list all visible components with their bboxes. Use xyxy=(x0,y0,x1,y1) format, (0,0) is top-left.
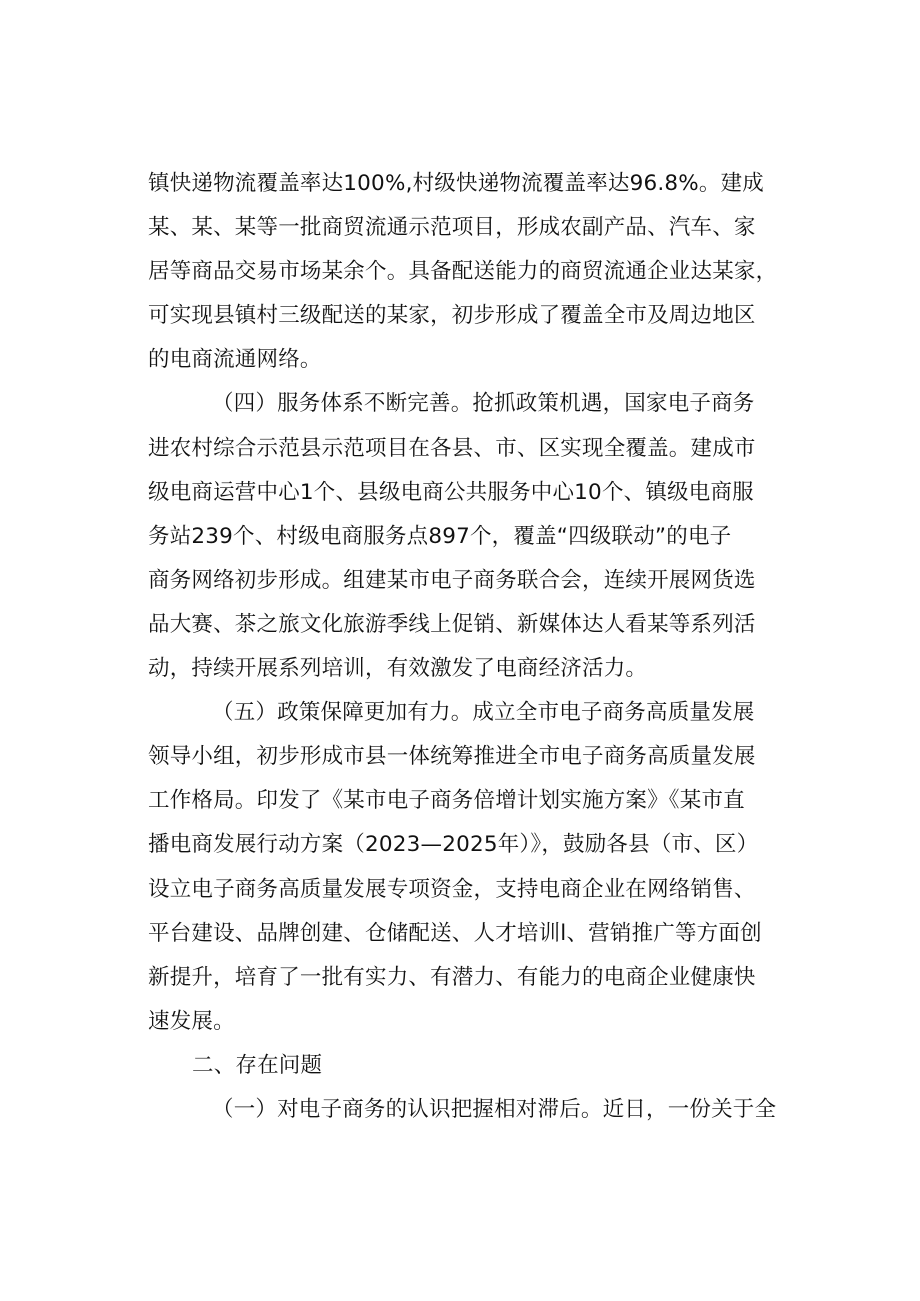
problem-1-paragraph-start: （一）对电子商务的认识把握相对滞后。近日，一份关于全 xyxy=(212,1096,777,1122)
section-5-paragraph-start: （五）政策保障更加有力。成立全市电子商务高质量发展 xyxy=(212,700,755,726)
text-line: 某、某、某等一批商贸流通示范项目，形成农副产品、汽车、家 xyxy=(148,215,756,241)
text-line: 平台建设、品牌创建、仓储配送、人才培训l、营销推广等方面创 xyxy=(148,920,762,946)
text-line: 领导小组，初步形成市县一体统筹推进全市电子商务高质量发展 xyxy=(148,744,756,770)
text-line: 新提升，培育了一批有实力、有潜力、有能力的电商企业健康快 xyxy=(148,964,756,990)
text-line: 镇快递物流覆盖率达100%,村级快递物流覆盖率达96.8%。建成 xyxy=(148,171,765,196)
text-line: 级电商运营中心1个、县级电商公共服务中心10个、镇级电商服 xyxy=(148,479,754,505)
text-line: 务站239个、村级电商服务点897个，覆盖“四级联动”的电子 xyxy=(148,523,732,549)
text-line: 工作格局。印发了《某市电子商务倍增计划实施方案》《某市直 xyxy=(148,788,745,814)
text-line: 速发展。 xyxy=(148,1008,235,1034)
section-4-paragraph-start: （四）服务体系不断完善。抢抓政策机遇，国家电子商务 xyxy=(212,391,755,417)
section-heading-problems: 二、存在问题 xyxy=(192,1052,323,1078)
text-line: 设立电子商务高质量发展专项资金，支持电商企业在网络销售、 xyxy=(148,876,756,902)
text-line: 动，持续开展系列培训，有效激发了电商经济活力。 xyxy=(148,656,648,682)
text-line: 品大赛、茶之旅文化旅游季线上促销、新媒体达人看某等系列活 xyxy=(148,611,756,637)
text-line: 可实现县镇村三级配送的某家，初步形成了覆盖全市及周边地区 xyxy=(148,303,756,329)
document-body xyxy=(148,162,808,1132)
text-line: 进农村综合示范县示范项目在各县、市、区实现全覆盖。建成市 xyxy=(148,435,756,461)
text-line: 播电商发展行动方案（2023—2025年）》，鼓励各县（市、区） xyxy=(148,832,759,858)
text-line: 的电商流通网络。 xyxy=(148,347,322,373)
text-line: 居等商品交易市场某余个。具备配送能力的商贸流通企业达某家， xyxy=(148,259,778,285)
text-line: 商务网络初步形成。组建某市电子商务联合会，连续开展网货选 xyxy=(148,567,756,593)
